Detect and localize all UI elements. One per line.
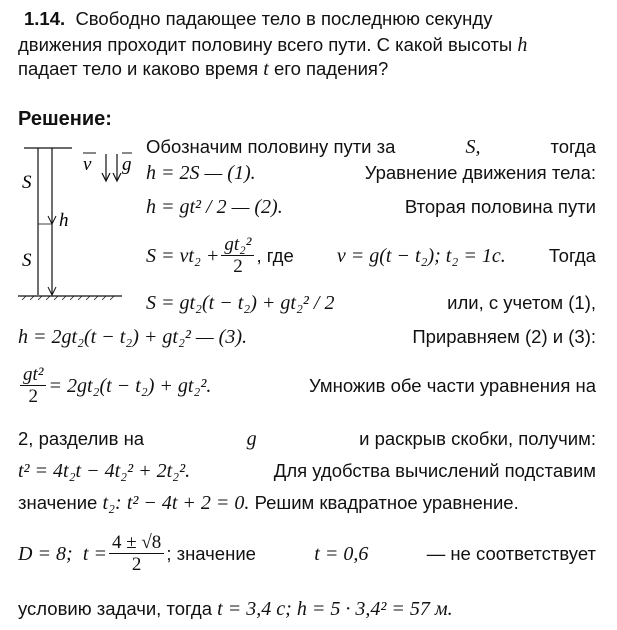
eq-10-num: 4 ± √8 (109, 532, 164, 554)
eq-9: t² − 4t + 2 = 0. (126, 492, 250, 514)
problem-line-3 (18, 58, 388, 80)
eq-12: t = 3,4 с; (217, 598, 292, 620)
sol-line-8 (18, 428, 596, 450)
eq-10-den: 2 (131, 554, 142, 575)
problem-var-h: h (517, 34, 528, 56)
problem-text-2: движения проходит половину всего пути. С какой высоты (18, 34, 513, 55)
sol-var-s: S, (465, 136, 481, 158)
eq-10-fraction (109, 532, 164, 575)
sol-text-15: — не соответствует (426, 542, 596, 564)
sol-text-5: Тогда (548, 244, 596, 266)
sol-line-7 (18, 364, 596, 407)
sol-text-2: Уравнение движения тела: (364, 162, 596, 183)
sol-line-4 (146, 234, 596, 277)
problem-text-3a: падает тело и каково время (18, 58, 259, 79)
sol-var-t2: t₂: (102, 492, 122, 514)
sol-line-12 (18, 598, 453, 620)
eq-10-t: t = (82, 542, 107, 565)
sol-line-2 (146, 162, 596, 184)
sol-text-10: и раскрыв скобки, получим: (359, 428, 596, 449)
eq-3-lhs: S = vt₂ + (146, 244, 220, 267)
label-v: v (83, 154, 92, 175)
eq-13: h = 5 · 3,4² = 57 м. (296, 598, 453, 620)
sol-line-1 (146, 136, 596, 158)
label-g: g (122, 154, 132, 175)
eq-7-rhs: = 2gt₂(t − t₂) + gt₂². (48, 374, 212, 397)
eq-6: h = 2gt₂(t − t₂) + gt₂² — (3). (18, 326, 247, 348)
sol-text-1-end: тогда (550, 136, 596, 157)
sol-text-9: 2, разделив на (18, 428, 145, 449)
problem-line-1 (24, 8, 594, 30)
label-s-top: S (22, 172, 32, 193)
label-h: h (59, 210, 69, 231)
eq-3-fraction (221, 234, 254, 277)
eq-4: v = g(t − t₂); t₂ = 1с. (336, 244, 506, 267)
eq-1: h = 2S — (1). (146, 162, 256, 184)
eq-7-fraction (20, 364, 46, 407)
eq-8: t² = 4t₂t − 4t₂² + 2t₂². (18, 460, 191, 482)
sol-line-5 (146, 292, 596, 314)
eq-10: D = 8; (18, 542, 73, 565)
eq-11: t = 0,6 (314, 542, 369, 565)
sol-text-8: Умножив обе части уравнения на (308, 374, 596, 396)
sol-line-10 (18, 492, 519, 514)
problem-text-1: Свободно падающее тело в последнюю секунду (75, 8, 493, 29)
sol-var-g: g (246, 428, 257, 450)
sol-text-13: Решим квадратное уравнение. (254, 492, 519, 513)
problem-line-2 (18, 34, 594, 56)
eq-5: S = gt₂(t − t₂) + gt₂² / 2 (146, 292, 335, 314)
problem-var-t: t (263, 58, 269, 80)
sol-text-11: Для удобства вычислений подставим (273, 460, 596, 481)
eq-7-den: 2 (28, 386, 38, 407)
ground-hatch-icon (22, 296, 114, 300)
sol-text-3: Вторая половина пути (404, 196, 596, 217)
label-s-bottom: S (22, 250, 32, 271)
sol-text-4: , где (256, 244, 294, 266)
free-fall-diagram (14, 140, 134, 305)
sol-text-16: условию задачи, тогда (18, 598, 213, 619)
eq-3-den: 2 (233, 256, 243, 277)
sol-line-3 (146, 196, 596, 218)
sol-text-14: ; значение (166, 542, 256, 564)
sol-text-1: Обозначим половину пути за (146, 136, 396, 157)
sol-line-6 (18, 326, 596, 348)
sol-text-12: значение (18, 492, 98, 513)
sol-text-6: или, с учетом (1), (447, 292, 596, 313)
sol-line-11 (18, 532, 596, 575)
solution-heading: Решение: (18, 108, 112, 130)
eq-2: h = gt² / 2 — (2). (146, 196, 283, 218)
eq-7-num: gt² (20, 364, 46, 386)
problem-number: 1.14. (24, 8, 66, 29)
sol-text-7: Приравняем (2) и (3): (412, 326, 596, 347)
sol-line-9 (18, 460, 596, 482)
eq-3-num: gt₂² (221, 234, 254, 256)
problem-text-3b: его падения? (273, 58, 389, 79)
